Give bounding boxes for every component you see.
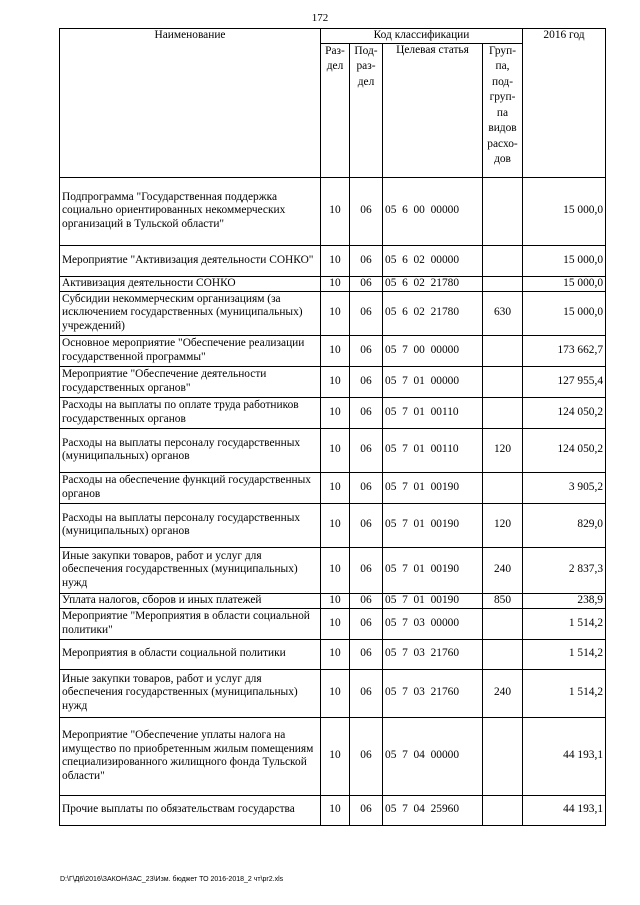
row-podrazdel: 06	[350, 547, 383, 593]
row-amount: 44 193,1	[523, 717, 606, 795]
row-target-article: 05 7 03 00000	[383, 608, 483, 639]
row-name: Активизация деятельности СОНКО	[60, 276, 321, 291]
table-row	[60, 366, 606, 397]
header-razdel: Раз- дел	[321, 43, 350, 177]
row-amount: 15 000,0	[523, 291, 606, 335]
row-expense-group: 240	[483, 547, 523, 593]
row-amount: 15 000,0	[523, 276, 606, 291]
table-row	[60, 795, 606, 825]
page-number: 172	[311, 12, 329, 24]
row-name: Мероприятие "Мероприятия в области социальной политики"	[60, 608, 321, 639]
row-expense-group: 120	[483, 428, 523, 472]
row-target-article: 05 7 01 00190	[383, 472, 483, 503]
row-expense-group	[483, 335, 523, 366]
row-target-article: 05 6 02 00000	[383, 245, 483, 276]
row-podrazdel: 06	[350, 503, 383, 547]
row-podrazdel: 06	[350, 245, 383, 276]
table-row	[60, 669, 606, 717]
row-razdel: 10	[321, 795, 350, 825]
table-row	[60, 177, 606, 245]
table-row	[60, 291, 606, 335]
header-year: 2016 год	[523, 29, 606, 178]
row-amount: 15 000,0	[523, 245, 606, 276]
row-name: Субсидии некоммерческим организациям (за исключением государственных (муниципальных) учреждений)	[60, 291, 321, 335]
file-path-footer: D:\Г\Д6\2016\ЗАКОН\ЗАС_23\Изм. бюджет ТО 2016-2018_2 чт\pr2.xls	[60, 876, 284, 883]
row-podrazdel: 06	[350, 608, 383, 639]
table-row	[60, 397, 606, 428]
row-amount: 2 837,3	[523, 547, 606, 593]
row-razdel: 10	[321, 397, 350, 428]
row-razdel: 10	[321, 669, 350, 717]
row-razdel: 10	[321, 593, 350, 608]
row-expense-group: 120	[483, 503, 523, 547]
row-podrazdel: 06	[350, 669, 383, 717]
row-amount: 173 662,7	[523, 335, 606, 366]
header-target-article: Целевая статья	[383, 43, 483, 177]
row-expense-group	[483, 245, 523, 276]
row-razdel: 10	[321, 291, 350, 335]
row-expense-group	[483, 717, 523, 795]
row-target-article: 05 7 01 00110	[383, 397, 483, 428]
row-podrazdel: 06	[350, 472, 383, 503]
header-name: Наименование	[60, 29, 321, 178]
row-razdel: 10	[321, 428, 350, 472]
row-target-article: 05 6 02 21780	[383, 291, 483, 335]
row-expense-group	[483, 397, 523, 428]
row-expense-group	[483, 276, 523, 291]
row-podrazdel: 06	[350, 428, 383, 472]
row-podrazdel: 06	[350, 593, 383, 608]
row-podrazdel: 06	[350, 366, 383, 397]
row-expense-group	[483, 177, 523, 245]
row-razdel: 10	[321, 245, 350, 276]
row-expense-group	[483, 639, 523, 669]
row-name: Расходы на выплаты персоналу государственных (муниципальных) органов	[60, 503, 321, 547]
budget-table-body	[60, 177, 606, 825]
row-podrazdel: 06	[350, 795, 383, 825]
row-name: Иные закупки товаров, работ и услуг для обеспечения государственных (муниципальных) нужд	[60, 669, 321, 717]
row-podrazdel: 06	[350, 291, 383, 335]
row-razdel: 10	[321, 472, 350, 503]
row-razdel: 10	[321, 608, 350, 639]
row-name: Мероприятие "Обеспечение деятельности государственных органов"	[60, 366, 321, 397]
row-amount: 44 193,1	[523, 795, 606, 825]
row-name: Уплата налогов, сборов и иных платежей	[60, 593, 321, 608]
row-expense-group: 630	[483, 291, 523, 335]
row-target-article: 05 7 04 25960	[383, 795, 483, 825]
table-row	[60, 335, 606, 366]
row-razdel: 10	[321, 366, 350, 397]
table-row	[60, 547, 606, 593]
row-target-article: 05 7 00 00000	[383, 335, 483, 366]
row-podrazdel: 06	[350, 276, 383, 291]
table-row	[60, 639, 606, 669]
row-razdel: 10	[321, 547, 350, 593]
row-name: Расходы на выплаты по оплате труда работников государственных органов	[60, 397, 321, 428]
row-razdel: 10	[321, 639, 350, 669]
row-razdel: 10	[321, 177, 350, 245]
table-row	[60, 717, 606, 795]
row-podrazdel: 06	[350, 717, 383, 795]
row-name: Мероприятия в области социальной политики	[60, 639, 321, 669]
table-row	[60, 276, 606, 291]
row-target-article: 05 6 02 21780	[383, 276, 483, 291]
row-name: Мероприятие "Обеспечение уплаты налога на имущество по приобретенным жилым помещениям специализированного жилищного фонда Тульской области"	[60, 717, 321, 795]
table-row	[60, 245, 606, 276]
table-row	[60, 503, 606, 547]
row-amount: 1 514,2	[523, 639, 606, 669]
table-row	[60, 608, 606, 639]
row-podrazdel: 06	[350, 335, 383, 366]
row-amount: 124 050,2	[523, 428, 606, 472]
row-amount: 829,0	[523, 503, 606, 547]
row-expense-group	[483, 366, 523, 397]
row-target-article: 05 7 01 00190	[383, 547, 483, 593]
row-amount: 127 955,4	[523, 366, 606, 397]
row-name: Мероприятие "Активизация деятельности СОНКО"	[60, 245, 321, 276]
row-name: Подпрограмма "Государственная поддержка социально ориентированных некоммерческих организаций в Тульской области"	[60, 177, 321, 245]
row-name: Расходы на обеспечение функций государственных органов	[60, 472, 321, 503]
header-expense-group: Груп- па, под- груп- па видов расхо- дов	[483, 43, 523, 177]
table-row	[60, 593, 606, 608]
row-podrazdel: 06	[350, 397, 383, 428]
row-razdel: 10	[321, 503, 350, 547]
row-target-article: 05 7 01 00000	[383, 366, 483, 397]
table-row	[60, 472, 606, 503]
row-target-article: 05 7 04 00000	[383, 717, 483, 795]
row-target-article: 05 6 00 00000	[383, 177, 483, 245]
row-target-article: 05 7 01 00110	[383, 428, 483, 472]
row-expense-group	[483, 795, 523, 825]
row-name: Основное мероприятие "Обеспечение реализации государственной программы"	[60, 335, 321, 366]
header-podrazdel: Под- раз- дел	[350, 43, 383, 177]
row-amount: 238,9	[523, 593, 606, 608]
row-amount: 15 000,0	[523, 177, 606, 245]
row-amount: 1 514,2	[523, 669, 606, 717]
row-razdel: 10	[321, 276, 350, 291]
row-amount: 1 514,2	[523, 608, 606, 639]
row-name: Иные закупки товаров, работ и услуг для обеспечения государственных (муниципальных) нужд	[60, 547, 321, 593]
row-expense-group	[483, 608, 523, 639]
table-row	[60, 428, 606, 472]
row-razdel: 10	[321, 335, 350, 366]
row-target-article: 05 7 03 21760	[383, 639, 483, 669]
row-amount: 3 905,2	[523, 472, 606, 503]
row-razdel: 10	[321, 717, 350, 795]
budget-table	[59, 28, 606, 826]
header-classification-code: Код классификации	[321, 29, 523, 44]
row-amount: 124 050,2	[523, 397, 606, 428]
row-podrazdel: 06	[350, 177, 383, 245]
row-podrazdel: 06	[350, 639, 383, 669]
row-target-article: 05 7 01 00190	[383, 593, 483, 608]
row-name: Прочие выплаты по обязательствам государства	[60, 795, 321, 825]
row-expense-group: 850	[483, 593, 523, 608]
row-target-article: 05 7 03 21760	[383, 669, 483, 717]
row-target-article: 05 7 01 00190	[383, 503, 483, 547]
row-expense-group: 240	[483, 669, 523, 717]
row-expense-group	[483, 472, 523, 503]
row-name: Расходы на выплаты персоналу государственных (муниципальных) органов	[60, 428, 321, 472]
